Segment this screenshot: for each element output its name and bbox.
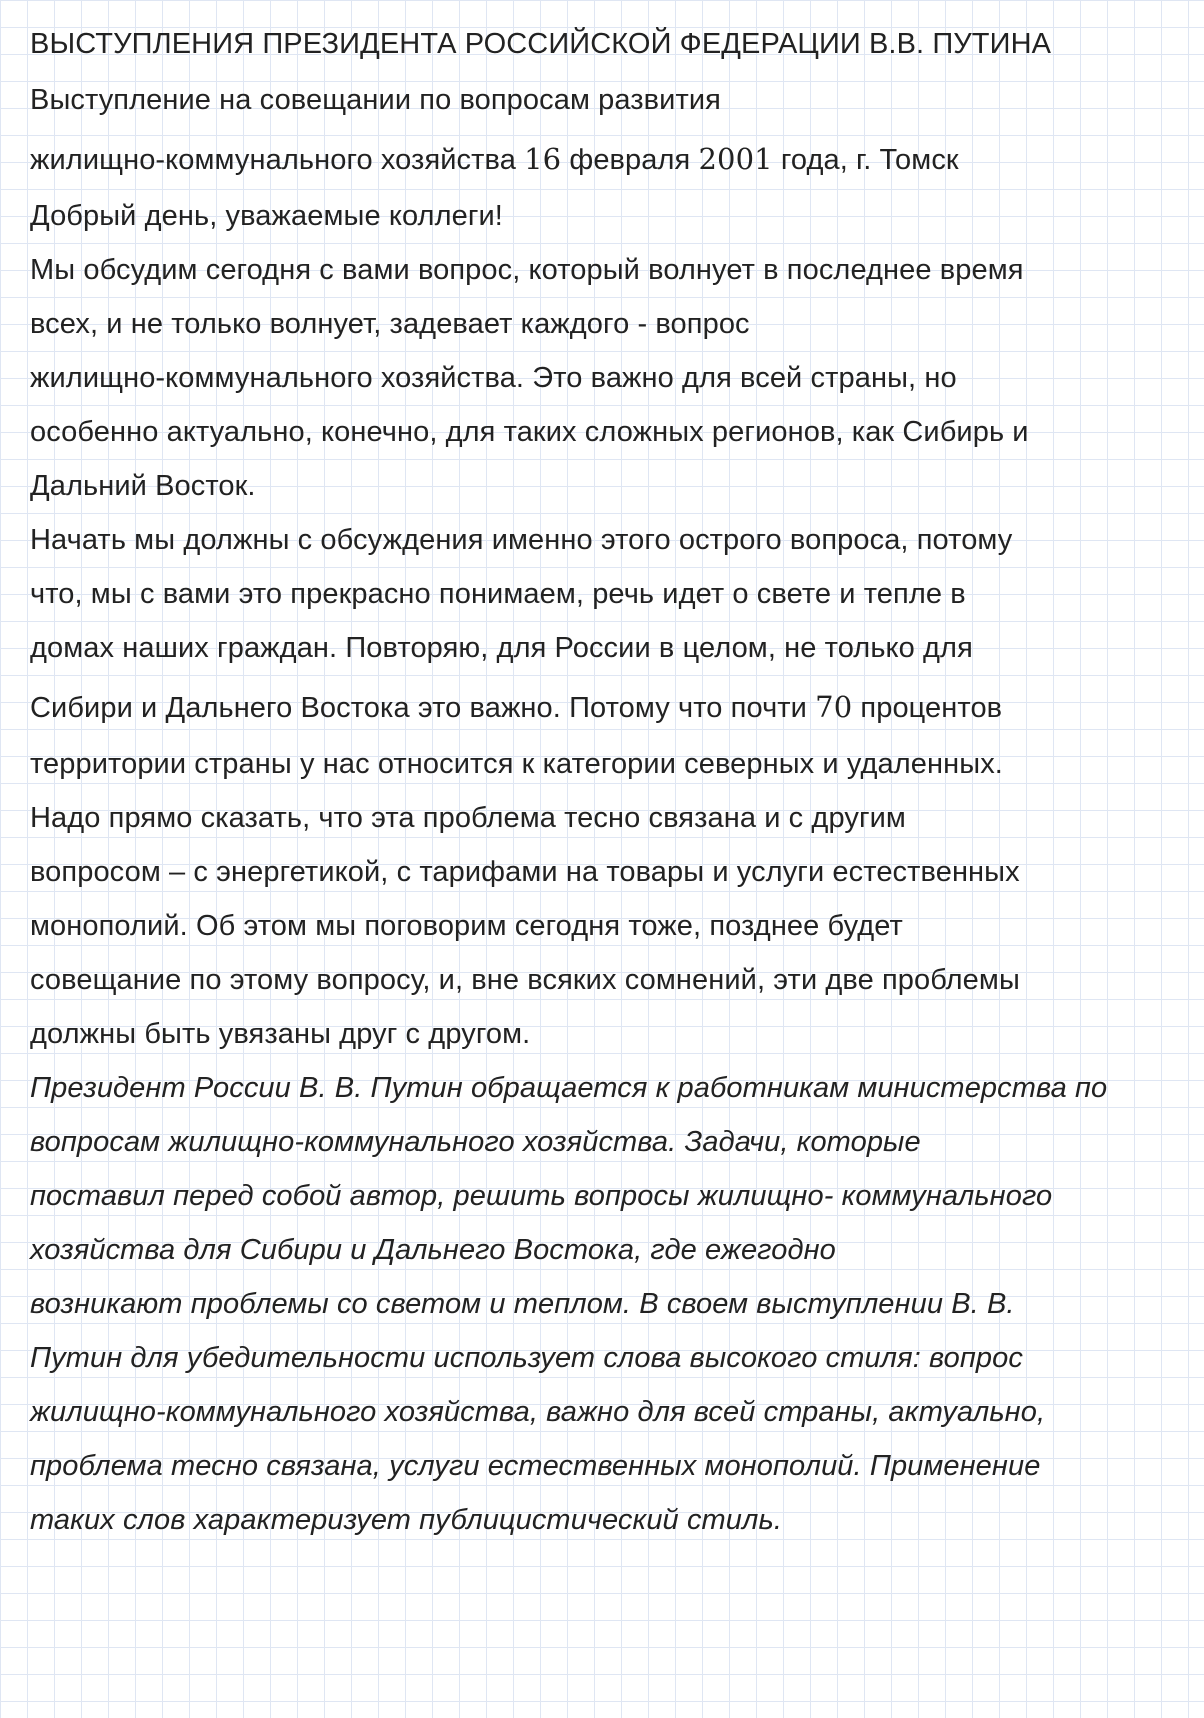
analysis-line: жилищно-коммунального хозяйства, важно для всей страны, актуально, [30,1396,1046,1428]
analysis-line: Путин для убедительности использует слова высокого стиля: вопрос [30,1342,1023,1374]
paragraph-3-line: вопросом – с энергетикой, с тарифами на товары и услуги естественных [30,856,1020,888]
analysis-line: возникают проблемы со светом и теплом. В своем выступлении В. В. [30,1288,1015,1320]
paragraph-2-line [30,690,1002,725]
speech-heading-month: февраля [561,144,699,176]
percent-value: 70 [815,690,853,724]
speech-heading-line-2 [30,142,959,177]
paragraph-2-line: территории страны у нас относится к категории северных и удаленных. [30,748,1003,780]
paragraph-1-line: Дальний Восток. [30,470,256,502]
paragraph-1-line: всех, и не только волнует, задевает каждого - вопрос [30,308,750,340]
document-title: ВЫСТУПЛЕНИЯ ПРЕЗИДЕНТА РОССИЙСКОЙ ФЕДЕРАЦИИ В.В. ПУТИНА [30,28,1052,60]
paragraph-2-text: Сибири и Дальнего Востока это важно. Потому что почти [30,692,816,724]
analysis-line: поставил перед собой автор, решить вопросы жилищно- коммунального [30,1180,1053,1212]
paragraph-1-line: жилищно-коммунального хозяйства. Это важно для всей страны, но [30,362,957,394]
paragraph-3-line: совещание по этому вопросу, и, вне всяких сомнений, эти две проблемы [30,964,1020,996]
speech-heading-place: года, г. Томск [772,144,959,176]
speech-date-year: 2001 [698,142,773,176]
paragraph-1-line: особенно актуально, конечно, для таких сложных регионов, как Сибирь и [30,416,1029,448]
paragraph-3-line: Надо прямо сказать, что эта проблема тесно связана и с другим [30,802,906,834]
paragraph-2-line: что, мы с вами это прекрасно понимаем, речь идет о свете и тепле в [30,578,966,610]
paragraph-3-line: должны быть увязаны друг с другом. [30,1018,531,1050]
analysis-line: Президент России В. В. Путин обращается к работникам министерства по [30,1072,1108,1104]
paragraph-2-line: Начать мы должны с обсуждения именно этого острого вопроса, потому [30,524,1013,556]
analysis-line: вопросам жилищно-коммунального хозяйства. Задачи, которые [30,1126,921,1158]
paragraph-2-text: процентов [852,692,1003,724]
paragraph-3-line: монополий. Об этом мы поговорим сегодня тоже, позднее будет [30,910,903,942]
speech-date-day: 16 [524,142,562,176]
analysis-line: таких слов характеризует публицистический стиль. [30,1504,782,1536]
analysis-line: проблема тесно связана, услуги естественных монополий. Применение [30,1450,1041,1482]
analysis-line: хозяйства для Сибири и Дальнего Востока, где ежегодно [30,1234,836,1266]
paragraph-1-line: Мы обсудим сегодня с вами вопрос, который волнует в последнее время [30,254,1024,286]
greeting: Добрый день, уважаемые коллеги! [30,200,503,232]
speech-heading-text: жилищно-коммунального хозяйства [30,144,525,176]
speech-heading-line-1: Выступление на совещании по вопросам развития [30,84,721,116]
paragraph-2-line: домах наших граждан. Повторяю, для России в целом, не только для [30,632,973,664]
